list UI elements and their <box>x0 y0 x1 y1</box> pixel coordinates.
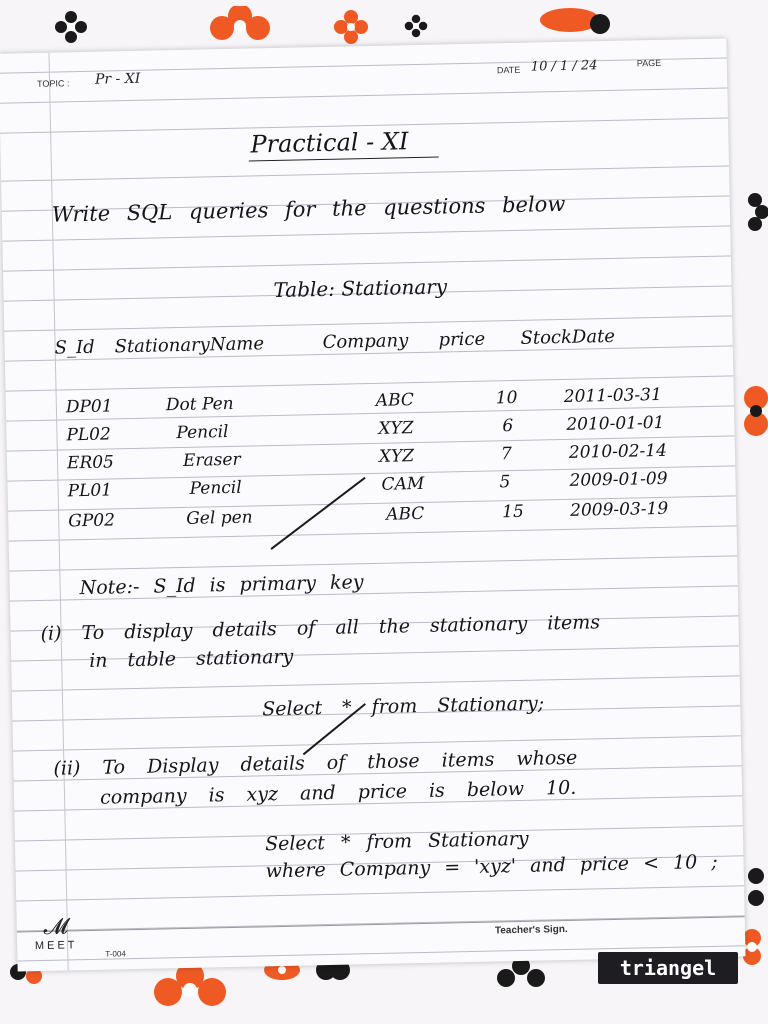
table-cell: Dot Pen <box>165 393 234 416</box>
question-1-answer: Select * from Stationary; <box>262 692 545 721</box>
stationary-table <box>54 324 714 532</box>
table-cell: XYZ <box>378 418 414 439</box>
topic-value: Pr - XI <box>94 70 141 88</box>
table-cell: DP01 <box>65 396 113 418</box>
flower-icon <box>404 14 428 38</box>
note-text: Note:- S_Id is primary key <box>79 571 364 600</box>
flower-icon <box>200 6 280 46</box>
meet-logo <box>21 914 92 952</box>
column-header: StockDate <box>520 325 616 349</box>
table-title: Table: Stationary <box>273 274 448 303</box>
table-cell: 7 <box>500 444 513 465</box>
table-cell: 6 <box>502 416 514 437</box>
column-header: StationaryName <box>114 333 265 358</box>
table-cell: ABC <box>385 503 425 525</box>
table-cell: ABC <box>375 390 415 411</box>
table-cell: 2010-01-01 <box>566 412 665 435</box>
notebook-page <box>0 38 746 971</box>
footer-divider <box>17 916 745 932</box>
table-cell: 15 <box>501 501 525 523</box>
table-cell: PL02 <box>66 424 112 446</box>
question-1-line-2: in table stationary <box>88 645 294 672</box>
table-cell: Pencil <box>176 421 229 444</box>
date-value: 10 / 1 / 24 <box>530 58 598 75</box>
page-header <box>37 57 687 95</box>
teacher-sign-label: Teacher's Sign. <box>494 923 568 937</box>
question-2-answer-line-2: where Company = 'xyz' and price < 10 ; <box>265 850 718 883</box>
question-2-line-1: (ii) To Display details of those items whose <box>53 746 578 780</box>
table-cell: XYZ <box>378 446 415 467</box>
table-cell: Pencil <box>189 477 242 499</box>
brand-name: MEET <box>34 939 78 953</box>
triangel-logo: triangel <box>598 952 738 984</box>
page-label: PAGE <box>636 57 662 69</box>
table-cell: 10 <box>495 387 518 409</box>
table-cell: 5 <box>499 472 511 493</box>
column-header: S_Id <box>54 336 95 359</box>
flower-icon <box>520 6 620 42</box>
flower-icon <box>334 10 368 44</box>
table-cell: ER05 <box>66 452 115 474</box>
table-cell: Gel pen <box>186 507 253 529</box>
flower-icon <box>742 192 768 232</box>
table-cell: 2009-01-09 <box>569 468 668 491</box>
column-header: Company <box>322 330 409 353</box>
page-title: Practical - XI <box>250 127 409 159</box>
table-cell: PL01 <box>67 480 113 502</box>
topic-label: TOPIC : <box>37 78 70 89</box>
date-label: DATE <box>496 64 521 76</box>
table-cell: CAM <box>381 473 425 495</box>
table-cell: 2011-03-31 <box>563 384 662 407</box>
table-cell: 2009-03-19 <box>569 498 669 521</box>
page-code: T-004 <box>105 949 126 959</box>
flower-icon <box>140 962 240 1012</box>
flower-icon <box>730 378 768 458</box>
question-2-line-2: company is xyz and price is below 10. <box>99 776 577 809</box>
instruction-text: Write SQL queries for the questions below <box>51 191 566 227</box>
table-cell: GP02 <box>68 510 116 532</box>
table-cell: Eraser <box>182 449 241 471</box>
column-header: price <box>438 328 486 351</box>
flower-icon <box>54 10 88 44</box>
question-2-answer-line-1: Select * from Stationary <box>264 827 529 856</box>
m-logo-icon: 𝓜 <box>43 914 69 940</box>
question-1-line-1: (i) To display details of all the stationary items <box>40 611 601 645</box>
table-cell: 2010-02-14 <box>568 440 668 463</box>
